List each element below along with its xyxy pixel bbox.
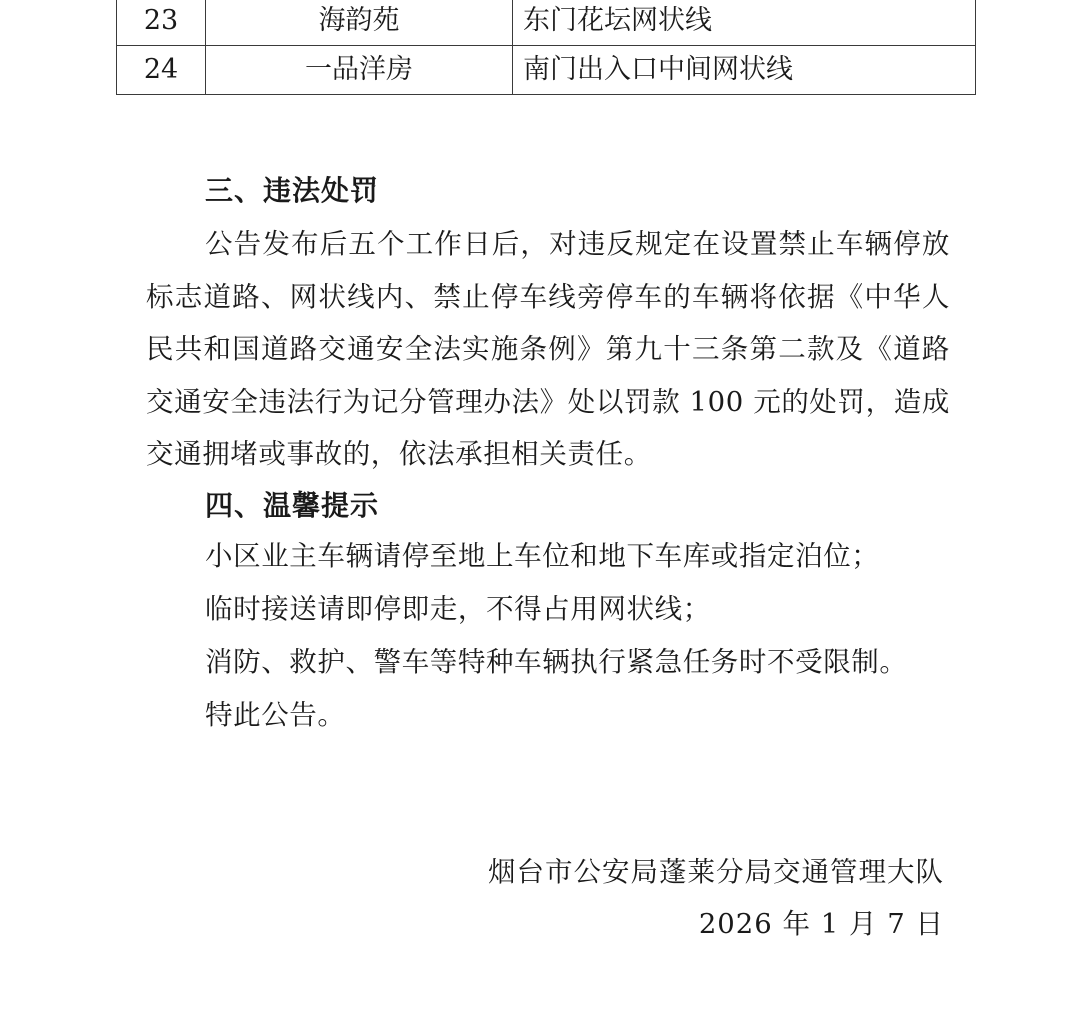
location-description: 南门出入口中间网状线 xyxy=(513,46,976,95)
issue-date: 2026 年 1 月 7 日 xyxy=(698,908,944,940)
section-heading-penalty: 三、违法处罚 xyxy=(205,174,380,207)
section-heading-tips: 四、温馨提示 xyxy=(205,489,380,522)
location-table xyxy=(116,0,976,95)
penalty-paragraph: 公告发布后五个工作日后，对违反规定在设置禁止车辆停放标志道路、网状线内、禁止停车线旁停车的车辆将依据《中华人民共和国道路交通安全法实施条例》第九十三条第二款及《道路交通安全违法行为记分管理办法》处以罚款 100 元的处罚，造成交通拥堵或事故的，依法承担相关责任。 xyxy=(146,228,950,470)
community-name: 海韵苑 xyxy=(206,0,513,46)
tip-item: 小区业主车辆请停至地上车位和地下车库或指定泊位； xyxy=(205,540,880,572)
issuing-organization: 烟台市公安局蓬莱分局交通管理大队 xyxy=(488,856,944,888)
table-row xyxy=(117,0,976,46)
location-description: 东门花坛网状线 xyxy=(513,0,976,46)
closing-line: 特此公告。 xyxy=(205,699,346,731)
tip-item: 临时接送请即停即走，不得占用网状线； xyxy=(205,593,711,625)
table-row xyxy=(117,46,976,95)
row-number: 23 xyxy=(117,0,206,46)
community-name: 一品洋房 xyxy=(206,46,513,95)
tip-item: 消防、救护、警车等特种车辆执行紧急任务时不受限制。 xyxy=(205,646,908,678)
row-number: 24 xyxy=(117,46,206,95)
